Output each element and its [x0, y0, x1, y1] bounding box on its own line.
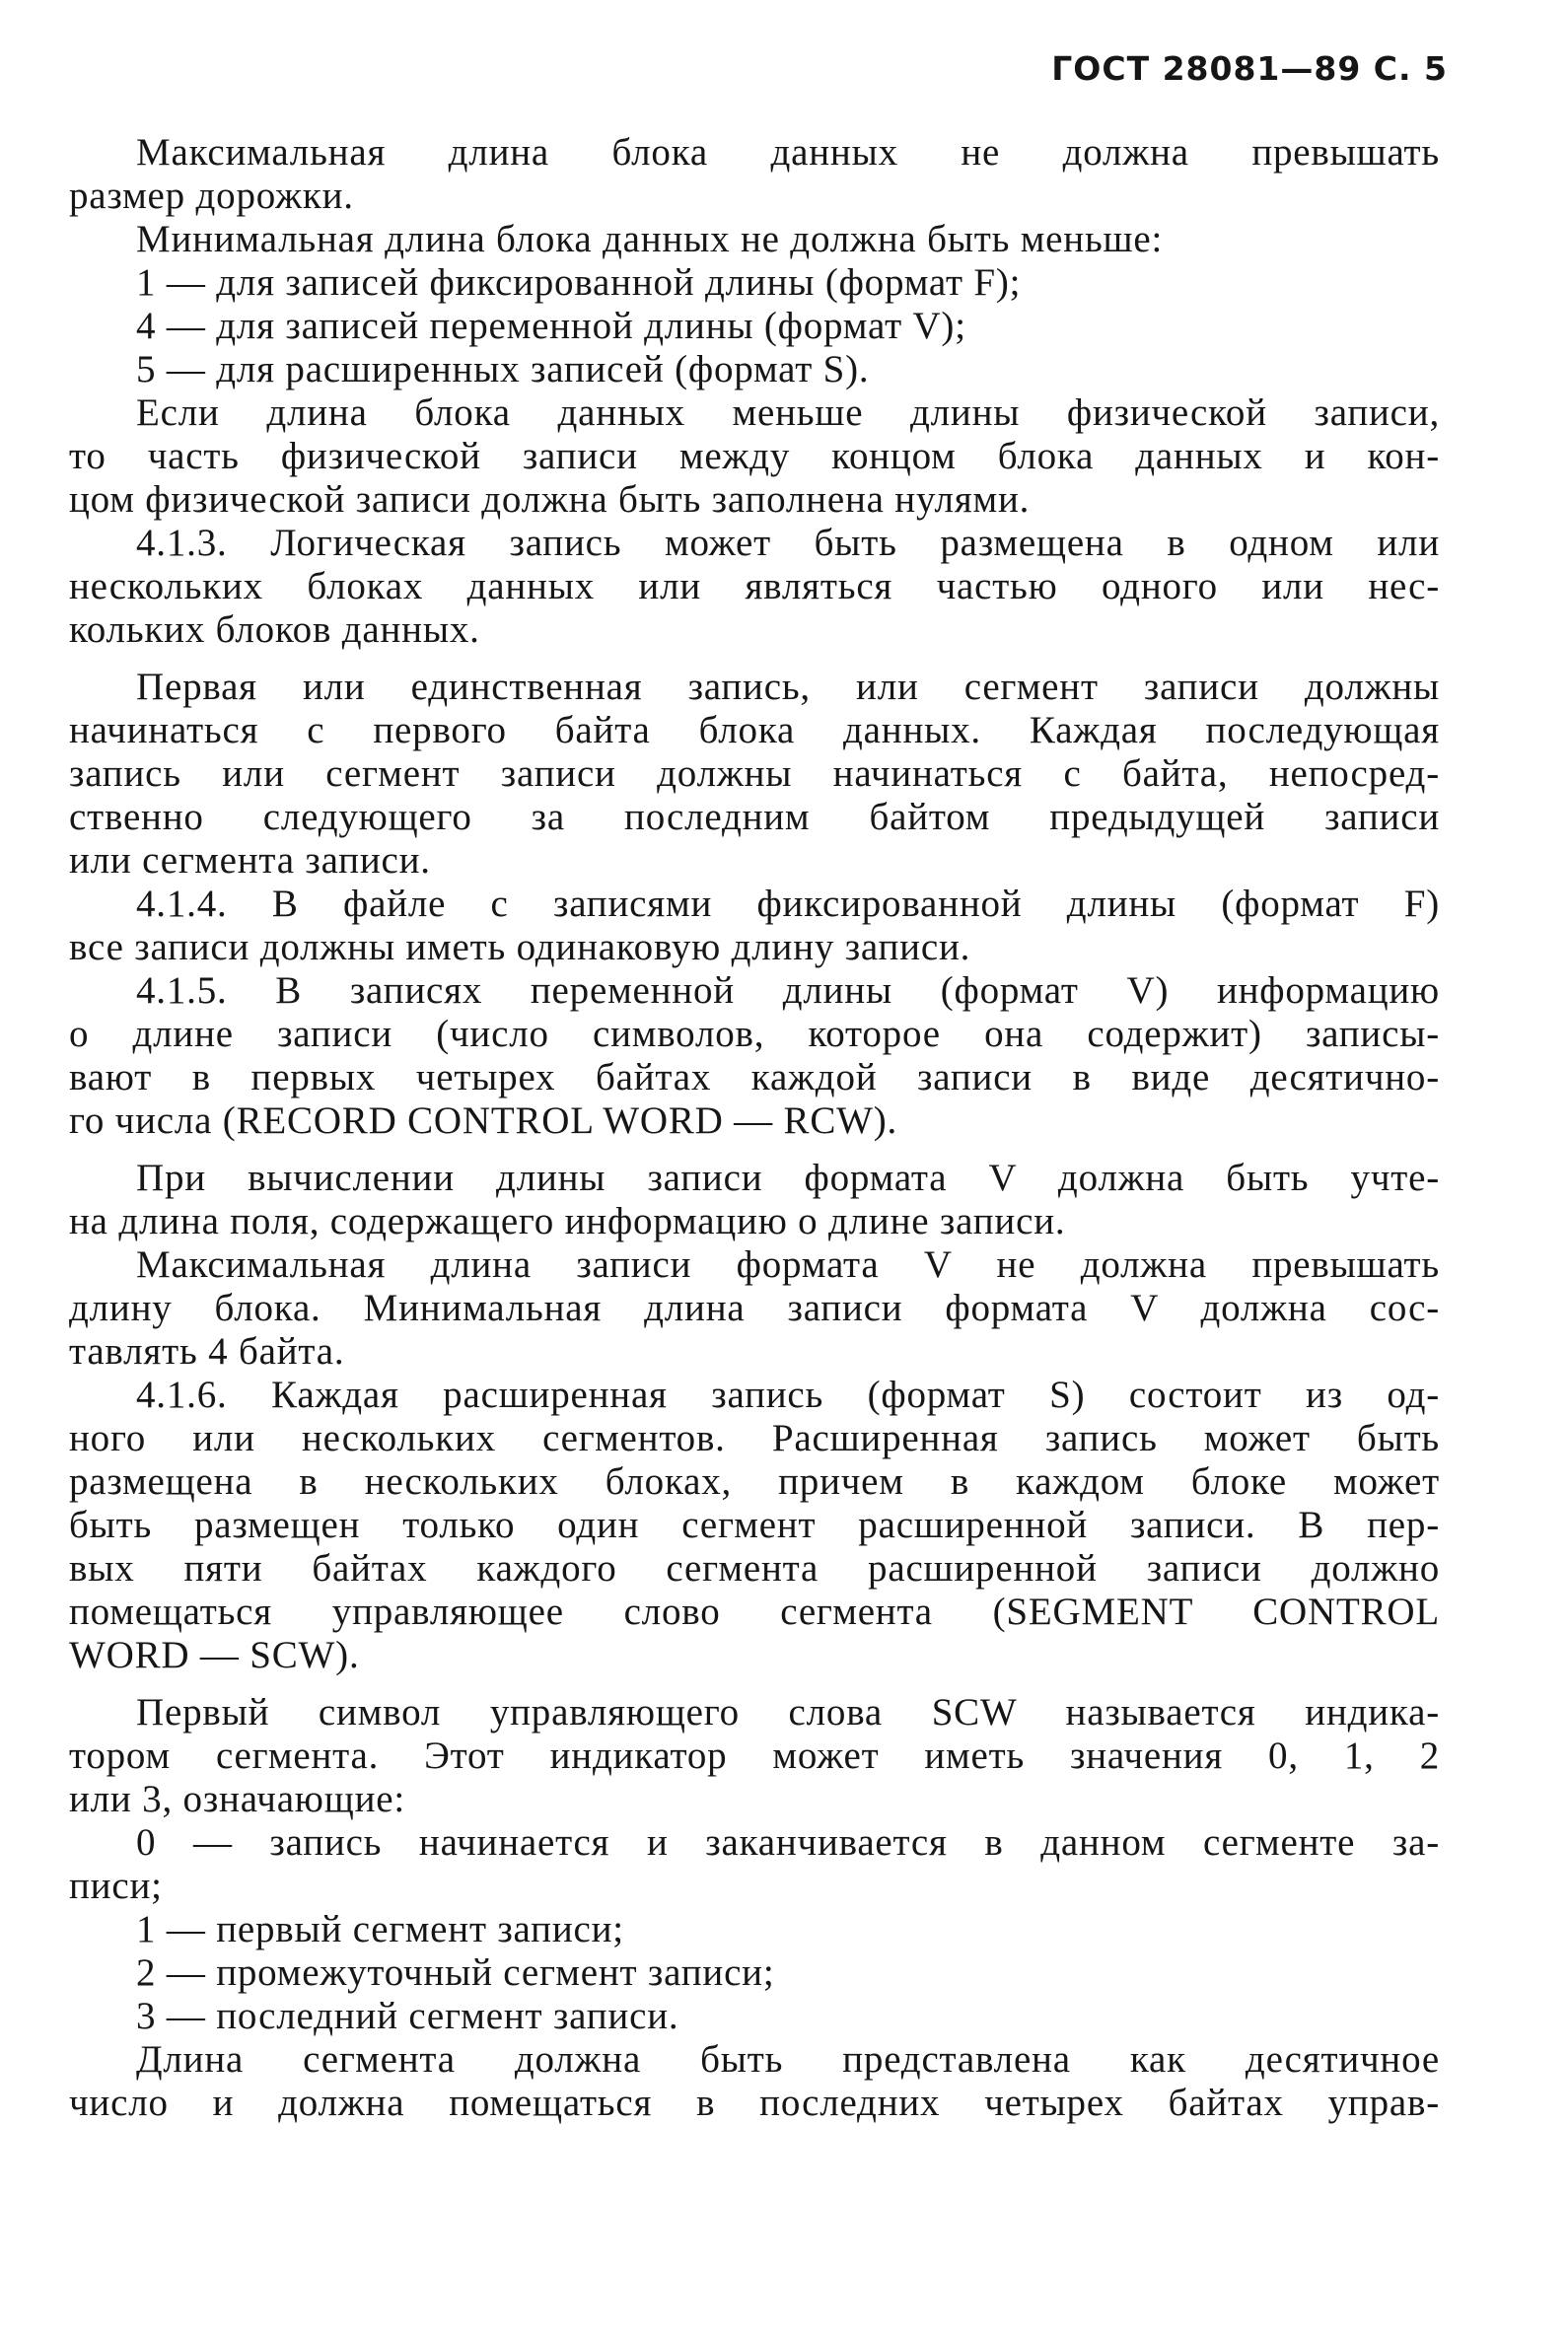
text-line: 2 — промежуточный сегмент записи; — [136, 1951, 775, 1994]
text-line: Первый символ управляющего слова SCW называется индика- — [136, 1691, 1440, 1734]
text-line: Длина сегмента должна быть представлена как десятичное — [136, 2038, 1440, 2081]
text-line: 5 — для расширенных записей (формат S). — [136, 348, 870, 390]
text-line: 1 — первый сегмент записи; — [136, 1908, 624, 1950]
text-line: Максимальная длина записи формата V не должна превышать — [136, 1243, 1440, 1286]
text-line: тором сегмента. Этот индикатор может иметь значения 0, 1, 2 — [69, 1734, 1440, 1777]
text-line: о длине записи (число символов, которое она содержит) записы- — [69, 1013, 1440, 1055]
text-line: вают в первых четырех байтах каждой записи в виде десятично- — [69, 1056, 1440, 1098]
text-line: писи; — [69, 1865, 163, 1907]
text-line: вых пяти байтах каждого сегмента расширенной записи должно — [69, 1547, 1440, 1590]
text-line: или сегмента записи. — [69, 839, 431, 882]
text-line: 3 — последний сегмент записи. — [136, 1995, 679, 2037]
text-line: на длина поля, содержащего информацию о длине записи. — [69, 1200, 1066, 1242]
text-line: ственно следующего за последним байтом предыдущей записи — [69, 796, 1440, 838]
text-line: или 3, означающие: — [69, 1778, 405, 1820]
text-line: Если длина блока данных меньше длины физической записи, — [136, 391, 1440, 434]
text-line: размещена в нескольких блоках, причем в каждом блоке может — [69, 1460, 1440, 1503]
text-line: нескольких блоках данных или являться частью одного или нес- — [69, 565, 1440, 607]
text-line: начинаться с первого байта блока данных. Каждая последующая — [69, 709, 1440, 751]
text-line: то часть физической записи между концом блока данных и кон- — [69, 435, 1440, 477]
text-line: Минимальная длина блока данных не должна быть меньше: — [136, 218, 1164, 260]
text-line: При вычислении длины записи формата V должна быть учте- — [136, 1157, 1440, 1199]
text-line: быть размещен только один сегмент расширенной записи. В пер- — [69, 1504, 1440, 1546]
body-text — [69, 131, 1440, 2125]
text-line: цом физической записи должна быть заполнена нулями. — [69, 478, 1031, 521]
text-line: 0 — запись начинается и заканчивается в данном сегменте за- — [136, 1821, 1440, 1864]
text-line: 4.1.3. Логическая запись может быть размещена в одном или — [136, 522, 1440, 564]
text-line: 4 — для записей переменной длины (формат V); — [136, 305, 966, 347]
text-line: длину блока. Минимальная длина записи формата V должна сос- — [69, 1287, 1440, 1329]
text-line: Первая или единственная запись, или сегмент записи должны — [136, 666, 1440, 708]
text-line: 4.1.4. В файле с записями фиксированной длины (формат F) — [136, 883, 1440, 925]
text-line: 4.1.6. Каждая расширенная запись (формат S) состоит из од- — [136, 1374, 1440, 1416]
text-line: размер дорожки. — [69, 175, 354, 217]
text-line: 4.1.5. В записях переменной длины (формат V) информацию — [136, 969, 1440, 1012]
text-line: помещаться управляющее слово сегмента (SEGMENT CONTROL — [69, 1591, 1440, 1633]
text-line: го числа (RECORD CONTROL WORD — RCW). — [69, 1099, 898, 1142]
text-line: ного или нескольких сегментов. Расширенная запись может быть — [69, 1417, 1440, 1459]
running-header: ГОСТ 28081—89 С. 5 — [1051, 49, 1448, 88]
text-line: Максимальная длина блока данных не должна превышать — [136, 131, 1440, 174]
text-line: все записи должны иметь одинаковую длину записи. — [69, 926, 971, 968]
text-line: тавлять 4 байта. — [69, 1330, 345, 1373]
text-line: число и должна помещаться в последних четырех байтах управ- — [69, 2082, 1440, 2124]
text-line: запись или сегмент записи должны начинаться с байта, непосред- — [69, 752, 1440, 795]
text-line: WORD — SCW). — [69, 1634, 360, 1676]
text-line: кольких блоков данных. — [69, 608, 480, 651]
text-line: 1 — для записей фиксированной длины (формат F); — [136, 261, 1022, 304]
